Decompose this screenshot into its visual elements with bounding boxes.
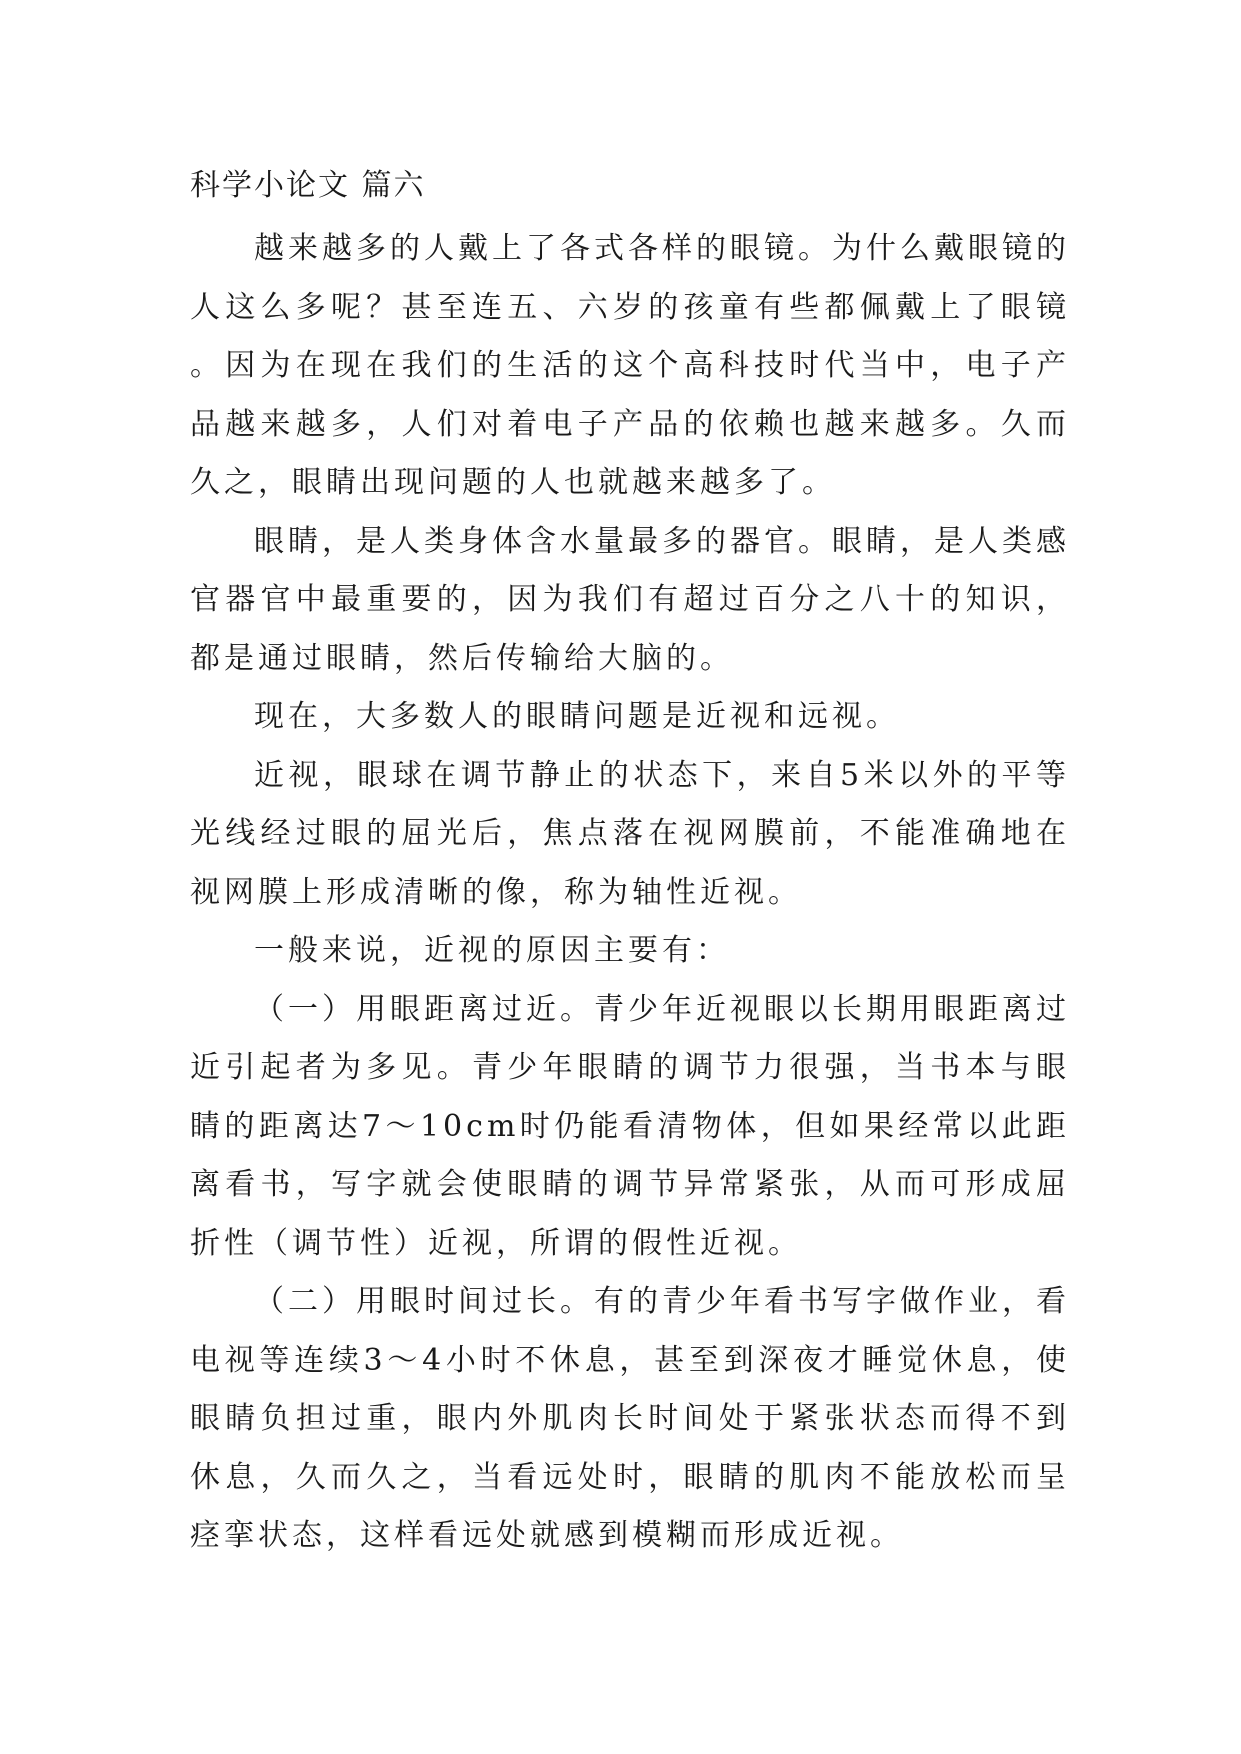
paragraph-myopia-definition: 近视，眼球在调节静止的状态下，来自5米以外的平等光线经过眼的屈光后，焦点落在视网膜前，不能准确地在视网膜上形成清晰的像，称为轴性近视。 bbox=[190, 757, 1070, 910]
paragraph-cause-two: （二）用眼时间过长。有的青少年看书写字做作业，看电视等连续3～4小时不休息，甚至到深夜才睡觉休息，使眼睛负担过重，眼内外肌肉长时间处于紧张状态而得不到休息，久而久之，当看远处时，眼睛的肌肉不能放松而呈痉挛状态，这样看远处就感到模糊而形成近视。 bbox=[190, 1284, 1070, 1553]
paragraph-eyes: 眼睛，是人类身体含水量最多的器官。眼睛，是人类感官器官中最重要的，因为我们有超过百分之八十的知识，都是通过眼睛，然后传输给大脑的。 bbox=[190, 523, 1070, 676]
paragraph-causes-intro: 一般来说，近视的原因主要有： bbox=[254, 933, 730, 968]
document-title: 科学小论文 篇六 bbox=[190, 168, 426, 203]
paragraph-intro: 越来越多的人戴上了各式各样的眼镜。为什么戴眼镜的人这么多呢？甚至连五、六岁的孩童有些都佩戴上了眼镜。因为在现在我们的生活的这个高科技时代当中，电子产品越来越多，人们对着电子产品的依赖也越来越多。久而久之，眼睛出现问题的人也就越来越多了。 bbox=[190, 231, 1070, 500]
paragraph-problems: 现在，大多数人的眼睛问题是近视和远视。 bbox=[254, 699, 900, 734]
paragraph-cause-one: （一）用眼距离过近。青少年近视眼以长期用眼距离过近引起者为多见。青少年眼睛的调节力很强，当书本与眼睛的距离达7～10cm时仍能看清物体，但如果经常以此距离看书，写字就会使眼睛的调节异常紧张，从而可形成屈折性（调节性）近视，所谓的假性近视。 bbox=[190, 991, 1070, 1261]
document-body bbox=[190, 220, 1070, 1566]
